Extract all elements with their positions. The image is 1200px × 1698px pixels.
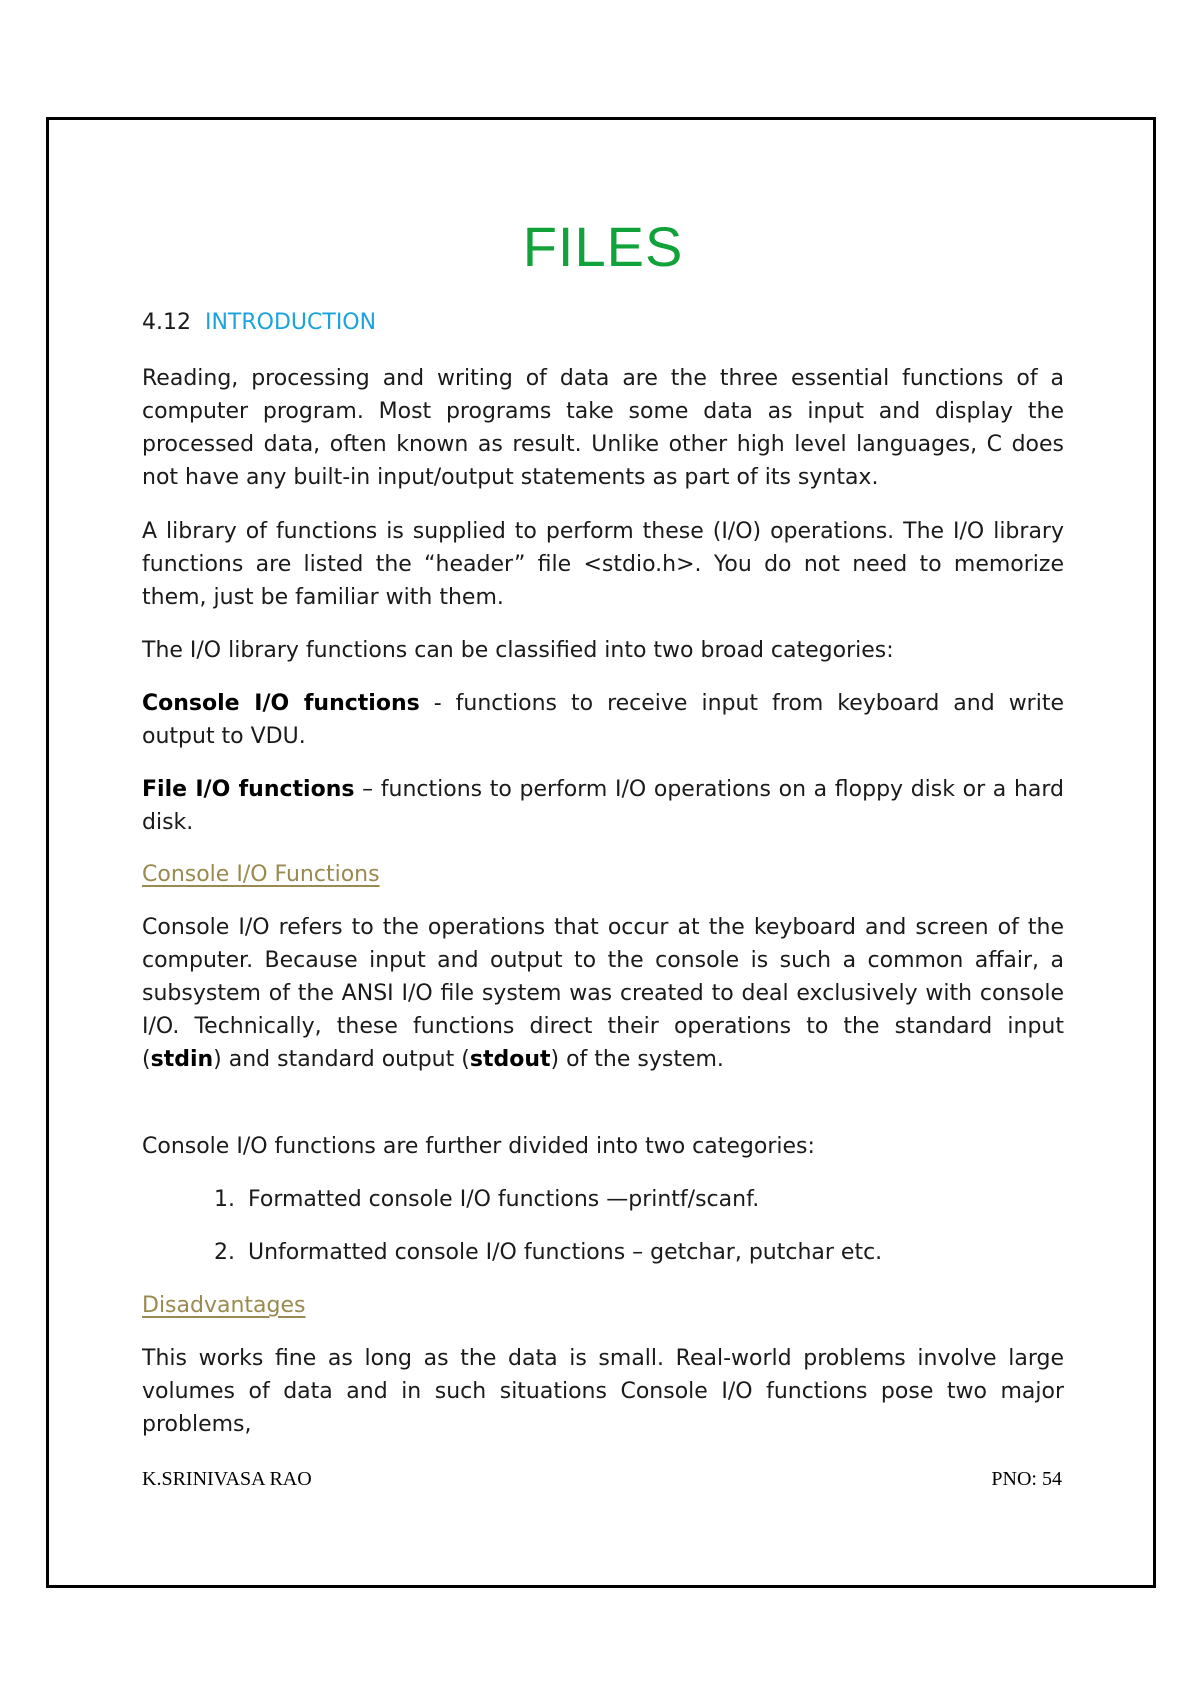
list-item-text: Formatted console I/O functions —printf/scanf. [248,1187,760,1212]
stdout-term: stdout [469,1047,551,1072]
disadvantages-paragraph: This works fine as long as the data is small. Real-world problems involve large volumes of data and in such situations Console I/O functions pose two major problems, [142,1346,1064,1437]
console-io-heading: Console I/O Functions [142,862,380,887]
console-para-part-2: ) and standard output ( [213,1047,470,1072]
section-title: INTRODUCTION [204,310,377,335]
console-io-definition [142,687,1064,753]
intro-paragraph-1: Reading, processing and writing of data are the three essential functions of a computer program. Most programs take some data as input and display the processed data, often known as result. Unlike other high level languages, C does not have any built-in input/output statements as part of its syntax. [142,366,1064,490]
file-io-definition [142,773,1064,839]
disadvantages-heading: Disadvantages [142,1293,306,1318]
file-io-term: File I/O functions [142,777,355,802]
file-io-description: – functions to perform I/O operations on a floppy disk or a hard disk. [142,777,1064,835]
console-para-part-3: ) of the system. [550,1047,724,1072]
footer-author: K.SRINIVASA RAO [142,1468,312,1490]
intro-paragraph-2: A library of functions is supplied to perform these (I/O) operations. The I/O library functions are listed the “header” file <stdio.h>. You do not need to memorize them, just be familiar with them. [142,519,1064,610]
console-para-part-1: Console I/O refers to the operations that occur at the keyboard and screen of the computer. Because input and output to the console is such a common affair, a subsystem of the ANSI I/O file system was created to deal exclusively with console I/O. Technically, these functions direct their operations to the standard input ( [142,915,1064,1072]
intro-paragraph-3: The I/O library functions can be classified into two broad categories: [142,638,894,663]
footer-page-number: PNO: 54 [991,1468,1062,1490]
list-item-text: Unformatted console I/O functions – getchar, putchar etc. [248,1240,883,1265]
stdin-term: stdin [150,1047,214,1072]
section-heading [142,306,376,339]
console-io-description: - functions to receive input from keyboard and write output to VDU. [142,691,1064,749]
section-number: 4.12 [142,310,191,335]
list-item-number: 1. [214,1187,235,1212]
list-item-number: 2. [214,1240,235,1265]
console-categories-intro: Console I/O functions are further divided into two categories: [142,1134,815,1159]
console-io-paragraph [142,911,1064,1076]
page-title: FILES [522,215,684,278]
list-item [214,1183,759,1216]
list-item [214,1236,882,1269]
console-io-term: Console I/O functions [142,691,420,716]
